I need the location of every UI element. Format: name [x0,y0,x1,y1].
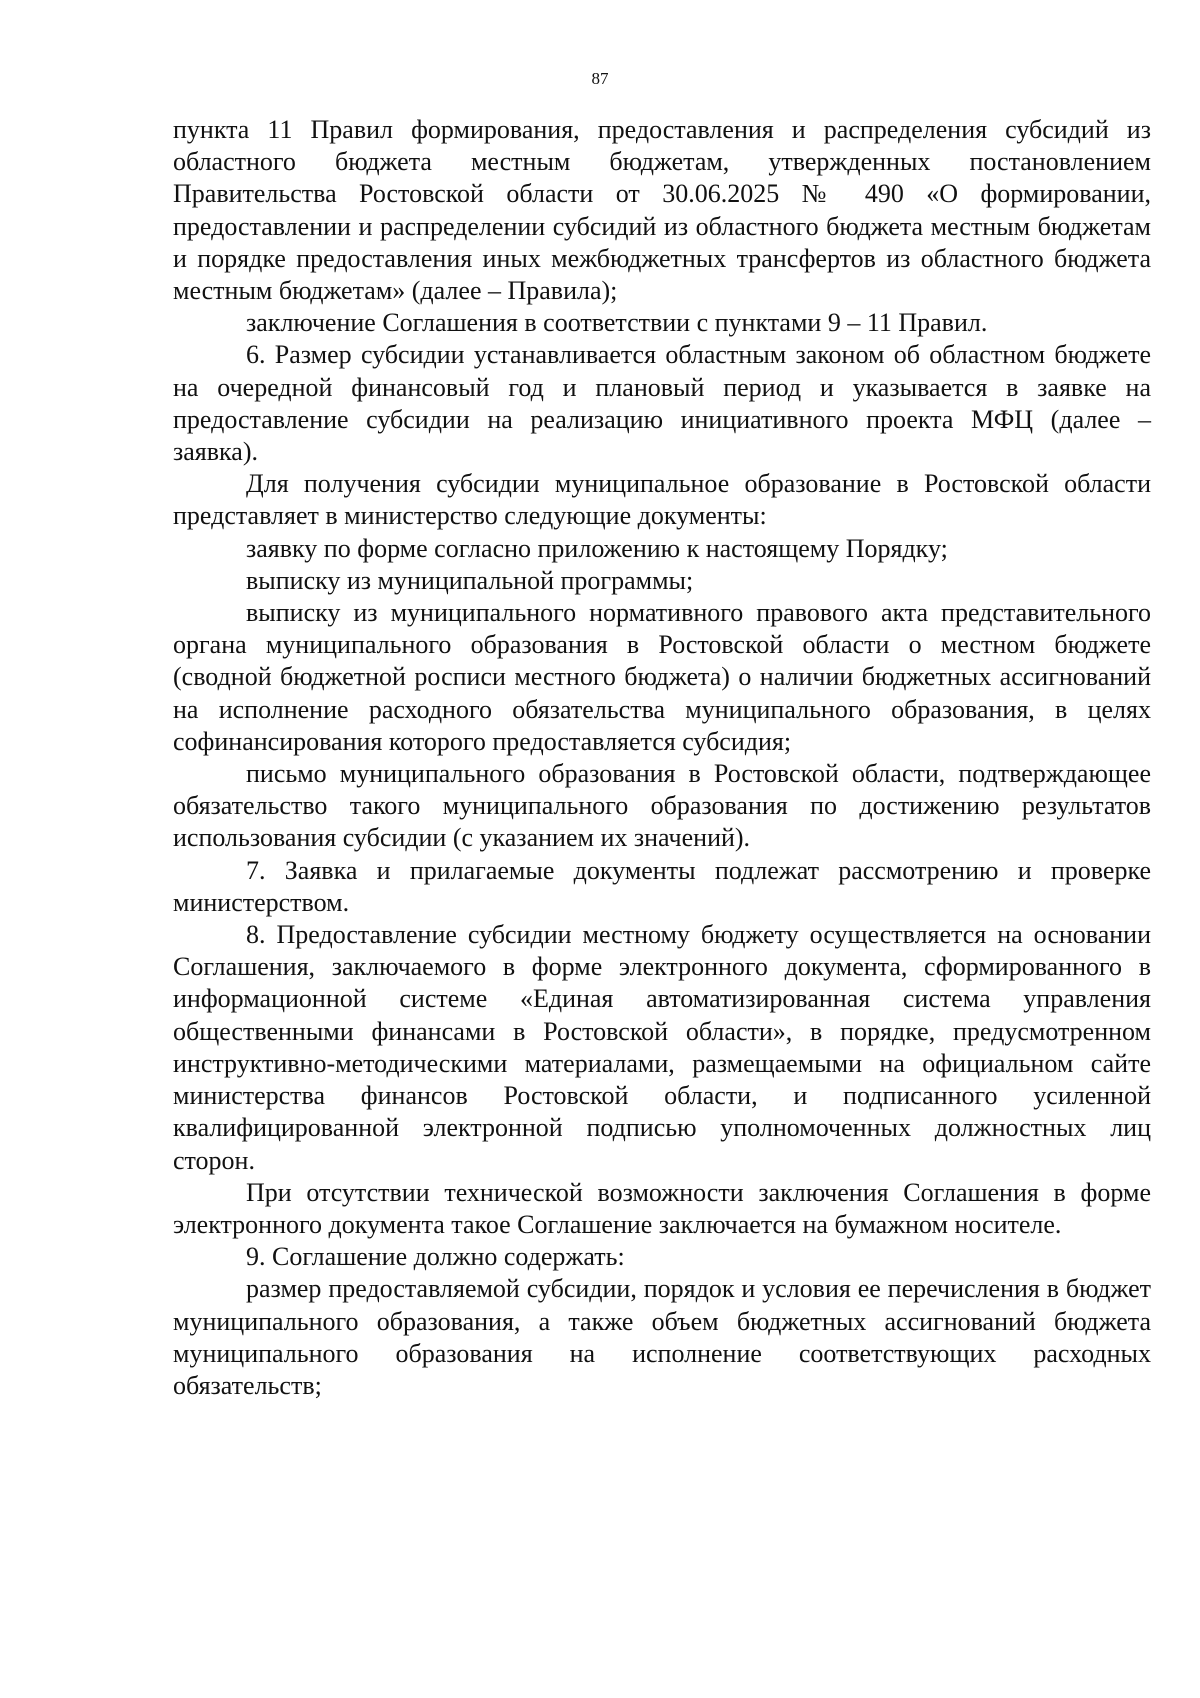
list-item-letter: письмо муниципального образования в Ростовской области, подтверждающее обязательство такого муниципального образования по достижению результатов использования субсидии (с указанием их значений). [173,759,1151,853]
paragraph-item-9: 9. Соглашение должно содержать: [246,1242,625,1272]
paragraph-item-7: 7. Заявка и прилагаемые документы подлежат рассмотрению и проверке министерством. [173,855,1151,917]
document-body [173,114,1151,1402]
paragraph-item-6: 6. Размер субсидии устанавливается областным законом об областном бюджете на очередной финансовый год и плановый период и указывается в заявке на предоставление субсидии на реализацию инициативного проекта МФЦ (далее – заявка). [173,340,1151,467]
list-item-application: заявку по форме согласно приложению к настоящему Порядку; [246,533,948,563]
list-item-act-extract: выписку из муниципального нормативного правового акта представительного органа муниципального образования в Ростовской области о местном бюджете (сводной бюджетной росписи местного бюджета) о наличии бюджетных ассигнований на исполнение расходного обязательства муниципального образования, в целях софинансирования которого предоставляется субсидия; [173,598,1151,756]
paragraph-item-8: 8. Предоставление субсидии местному бюджету осуществляется на основании Соглашения, заключаемого в форме электронного документа, сформированного в информационной системе «Единая автоматизированная система управления общественными финансами в Ростовской области», в порядке, предусмотренном инструктивно-методическими материалами, размещаемыми на официальном сайте министерства финансов Ростовской области, и подписанного усиленной квалифицированной электронной подписью уполномоченных должностных лиц сторон. [173,920,1151,1175]
paragraph-documents-intro: Для получения субсидии муниципальное образование в Ростовской области представляет в министерство следующие документы: [173,469,1151,531]
paragraph-continuation: пункта 11 Правил формирования, предоставления и распределения субсидий из областного бюджета местным бюджетам, утвержденных постановлением Правительства Ростовской области от 30.06.2025 № 490 «О формировании, предоставлении и распределении субсидий из областного бюджета местным бюджетам и порядке предоставления иных межбюджетных трансфертов из областного бюджета местным бюджетам» (далее – Правила); [173,115,1151,306]
list-item-program-extract: выписку из муниципальной программы; [246,565,694,595]
page-number: 87 [591,69,609,88]
paragraph-paper-agreement: При отсутствии технической возможности заключения Соглашения в форме электронного документа такое Соглашение заключается на бумажном носителе. [173,1177,1151,1239]
paragraph-subsidy-amount: размер предоставляемой субсидии, порядок и условия ее перечисления в бюджет муниципального образования, а также объем бюджетных ассигнований бюджета муниципального образования на исполнение соответствующих расходных обязательств; [173,1274,1151,1400]
paragraph-agreement-conclusion: заключение Соглашения в соответствии с пунктами 9 – 11 Правил. [246,308,988,338]
